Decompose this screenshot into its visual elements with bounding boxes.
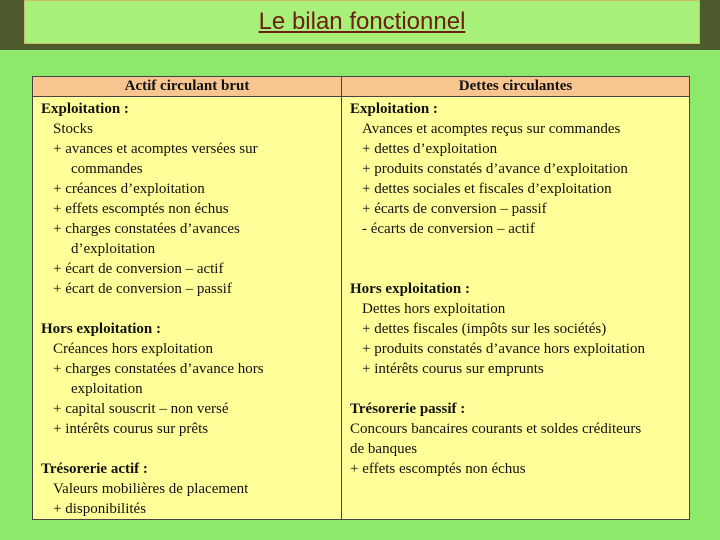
list-item: + dettes d’exploitation <box>362 141 498 157</box>
section-heading: Hors exploitation : <box>350 281 470 297</box>
bilan-table <box>32 76 690 520</box>
list-item: commandes <box>71 161 143 177</box>
list-item: + charges constatées d’avances <box>53 221 240 237</box>
table-header-row <box>33 77 689 97</box>
list-item: Concours bancaires courants et soldes créditeurs <box>350 421 642 437</box>
section-heading: Exploitation : <box>41 101 129 117</box>
list-item: exploitation <box>71 381 143 397</box>
spacer <box>350 259 689 279</box>
spacer <box>350 379 689 399</box>
list-item: + effets escomptés non échus <box>53 201 229 217</box>
header-actif: Actif circulant brut <box>33 77 342 96</box>
spacer <box>41 299 341 319</box>
list-item: + produits constatés d’avance d’exploitation <box>362 161 628 177</box>
list-item: + écarts de conversion – passif <box>362 201 547 217</box>
section-heading: Exploitation : <box>350 101 438 117</box>
list-item: + dettes fiscales (impôts sur les sociétés) <box>362 321 607 337</box>
section-heading: Hors exploitation : <box>41 321 161 337</box>
list-item: + écart de conversion – actif <box>53 261 224 277</box>
spacer <box>41 439 341 459</box>
dettes-column <box>342 97 689 519</box>
list-item: - écarts de conversion – actif <box>362 221 535 237</box>
list-item: de banques <box>350 441 418 457</box>
section-heading: Trésorerie passif : <box>350 401 466 417</box>
list-item: + écart de conversion – passif <box>53 281 232 297</box>
list-item: d’exploitation <box>71 241 156 257</box>
page-title: Le bilan fonctionnel <box>258 8 466 35</box>
spacer <box>350 239 689 259</box>
title-box <box>24 0 700 44</box>
table-body-row <box>33 97 689 519</box>
list-item: Avances et acomptes reçus sur commandes <box>362 121 621 137</box>
actif-column <box>33 97 342 519</box>
list-item: Valeurs mobilières de placement <box>53 481 249 497</box>
list-item: Créances hors exploitation <box>53 341 213 357</box>
list-item: + intérêts courus sur prêts <box>53 421 209 437</box>
list-item: + charges constatées d’avance hors <box>53 361 264 377</box>
list-item: + effets escomptés non échus <box>350 461 526 477</box>
list-item: + disponibilités <box>53 501 147 517</box>
list-item: + produits constatés d’avance hors exploitation <box>362 341 645 357</box>
list-item: + avances et acomptes versées sur <box>53 141 258 157</box>
section-heading: Trésorerie actif : <box>41 461 148 477</box>
header-dettes: Dettes circulantes <box>458 78 573 94</box>
list-item: Stocks <box>53 121 94 137</box>
list-item: Dettes hors exploitation <box>362 301 506 317</box>
list-item: + créances d’exploitation <box>53 181 205 197</box>
list-item: + dettes sociales et fiscales d’exploitation <box>362 181 612 197</box>
list-item: + intérêts courus sur emprunts <box>362 361 544 377</box>
list-item: + capital souscrit – non versé <box>53 401 229 417</box>
